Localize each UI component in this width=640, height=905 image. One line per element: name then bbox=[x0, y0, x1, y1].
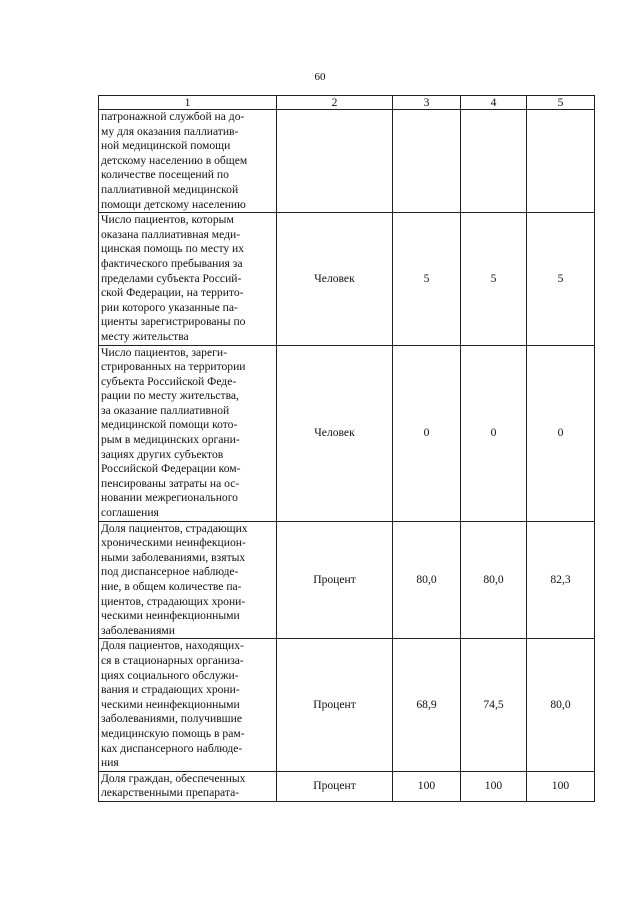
value-cell: 80,0 bbox=[527, 639, 595, 771]
indicator-line: детскому населению в общем bbox=[101, 153, 248, 167]
indicator-line: ся в стационарных организа- bbox=[101, 653, 244, 667]
indicator-line: под диспансерное наблюде- bbox=[101, 565, 239, 579]
column-header: 3 bbox=[393, 96, 461, 110]
indicator-line: хроническими неинфекцион- bbox=[101, 536, 246, 550]
table-row bbox=[99, 771, 595, 801]
indicator-line: оказана паллиативная меди- bbox=[101, 227, 241, 241]
table-row bbox=[99, 521, 595, 639]
indicator-line: ческими неинфекционными bbox=[101, 697, 240, 711]
unit-cell: Процент bbox=[277, 639, 393, 771]
indicator-line: фактического пребывания за bbox=[101, 256, 243, 270]
indicator-line: циях социального обслужи- bbox=[101, 668, 239, 682]
indicator-line: патронажной службой на до- bbox=[101, 110, 245, 123]
table-row bbox=[99, 345, 595, 521]
value-cell: 0 bbox=[527, 345, 595, 521]
indicator-line: циентов, страдающих хрони- bbox=[101, 594, 246, 608]
table-row bbox=[99, 213, 595, 345]
indicator-cell bbox=[99, 639, 277, 771]
indicator-line: новании межрегионального bbox=[101, 491, 238, 505]
indicator-line: ной медицинской помощи bbox=[101, 139, 231, 153]
unit-cell: Процент bbox=[277, 771, 393, 801]
indicator-line: ными заболеваниями, взятых bbox=[101, 550, 246, 564]
table-body bbox=[99, 110, 595, 802]
indicator-line: месту жительства bbox=[101, 329, 189, 343]
value-cell bbox=[393, 110, 461, 213]
unit-cell bbox=[277, 110, 393, 213]
value-cell: 5 bbox=[527, 213, 595, 345]
value-cell: 80,0 bbox=[461, 521, 527, 639]
indicator-line: заболеваниями bbox=[101, 623, 175, 637]
value-cell bbox=[527, 110, 595, 213]
value-cell: 74,5 bbox=[461, 639, 527, 771]
indicator-line: ческими неинфекционными bbox=[101, 609, 240, 623]
indicator-line: медицинскую помощь в рам- bbox=[101, 726, 245, 740]
value-cell: 0 bbox=[393, 345, 461, 521]
indicator-line: зациях других субъектов bbox=[101, 447, 224, 461]
indicators-table bbox=[98, 95, 595, 802]
indicator-line: паллиативной медицинской bbox=[101, 182, 239, 196]
indicator-line: Доля граждан, обеспеченных bbox=[101, 771, 246, 785]
indicator-line: вания и страдающих хрони- bbox=[101, 683, 240, 697]
indicator-line: помощи детскому населению bbox=[101, 197, 246, 211]
indicator-line: рии которого указанные па- bbox=[101, 300, 238, 314]
value-cell: 82,3 bbox=[527, 521, 595, 639]
page-number: 60 bbox=[314, 71, 326, 83]
column-header: 4 bbox=[461, 96, 527, 110]
indicator-line: стрированных на территории bbox=[101, 360, 246, 374]
value-cell: 5 bbox=[393, 213, 461, 345]
indicator-cell bbox=[99, 110, 277, 213]
unit-cell: Человек bbox=[277, 213, 393, 345]
value-cell bbox=[461, 110, 527, 213]
table-row bbox=[99, 110, 595, 213]
unit-cell: Процент bbox=[277, 521, 393, 639]
indicator-line: ской Федерации, на террито- bbox=[101, 286, 244, 300]
indicator-line: Число пациентов, которым bbox=[101, 213, 234, 227]
value-cell: 100 bbox=[393, 771, 461, 801]
indicator-cell bbox=[99, 521, 277, 639]
indicator-line: Доля пациентов, находящих- bbox=[101, 639, 244, 653]
indicator-line: количестве посещений по bbox=[101, 168, 229, 182]
indicator-line: ние, в общем количестве па- bbox=[101, 580, 242, 593]
indicator-line: ния bbox=[101, 756, 119, 770]
indicator-line: пенсированы затраты на ос- bbox=[101, 476, 240, 490]
unit-cell: Человек bbox=[277, 345, 393, 521]
value-cell: 5 bbox=[461, 213, 527, 345]
value-cell: 0 bbox=[461, 345, 527, 521]
value-cell: 80,0 bbox=[393, 521, 461, 639]
indicator-line: соглашения bbox=[101, 506, 159, 520]
indicator-line: субъекта Российской Феде- bbox=[101, 374, 237, 388]
indicator-line: Российской Федерации ком- bbox=[101, 462, 241, 476]
column-header: 2 bbox=[277, 96, 393, 110]
indicator-line: му для оказания паллиатив- bbox=[101, 124, 239, 138]
indicator-line: рации по месту жительства, bbox=[101, 389, 239, 403]
indicator-line: Число пациентов, зареги- bbox=[101, 345, 227, 359]
indicator-line: медицинской помощи кото- bbox=[101, 418, 238, 432]
value-cell: 68,9 bbox=[393, 639, 461, 771]
indicator-line: ках диспансерного наблюде- bbox=[101, 741, 243, 755]
indicator-line: заболеваниями, получившие bbox=[101, 712, 242, 726]
indicator-cell bbox=[99, 771, 277, 801]
value-cell: 100 bbox=[461, 771, 527, 801]
value-cell: 100 bbox=[527, 771, 595, 801]
indicator-line: циенты зарегистрированы по bbox=[101, 315, 246, 329]
indicator-line: пределами субъекта Россий- bbox=[101, 271, 242, 285]
indicator-line: за оказание паллиативной bbox=[101, 403, 230, 417]
table-header-row bbox=[99, 96, 595, 110]
column-header: 1 bbox=[99, 96, 277, 110]
column-header: 5 bbox=[527, 96, 595, 110]
indicator-line: Доля пациентов, страдающих bbox=[101, 521, 248, 535]
table-row bbox=[99, 639, 595, 771]
indicator-line: рым в медицинских органи- bbox=[101, 433, 240, 447]
indicator-cell bbox=[99, 213, 277, 345]
indicator-cell bbox=[99, 345, 277, 521]
indicator-line: лекарственными препарата- bbox=[101, 786, 240, 800]
indicator-line: цинская помощь по месту их bbox=[101, 242, 245, 256]
